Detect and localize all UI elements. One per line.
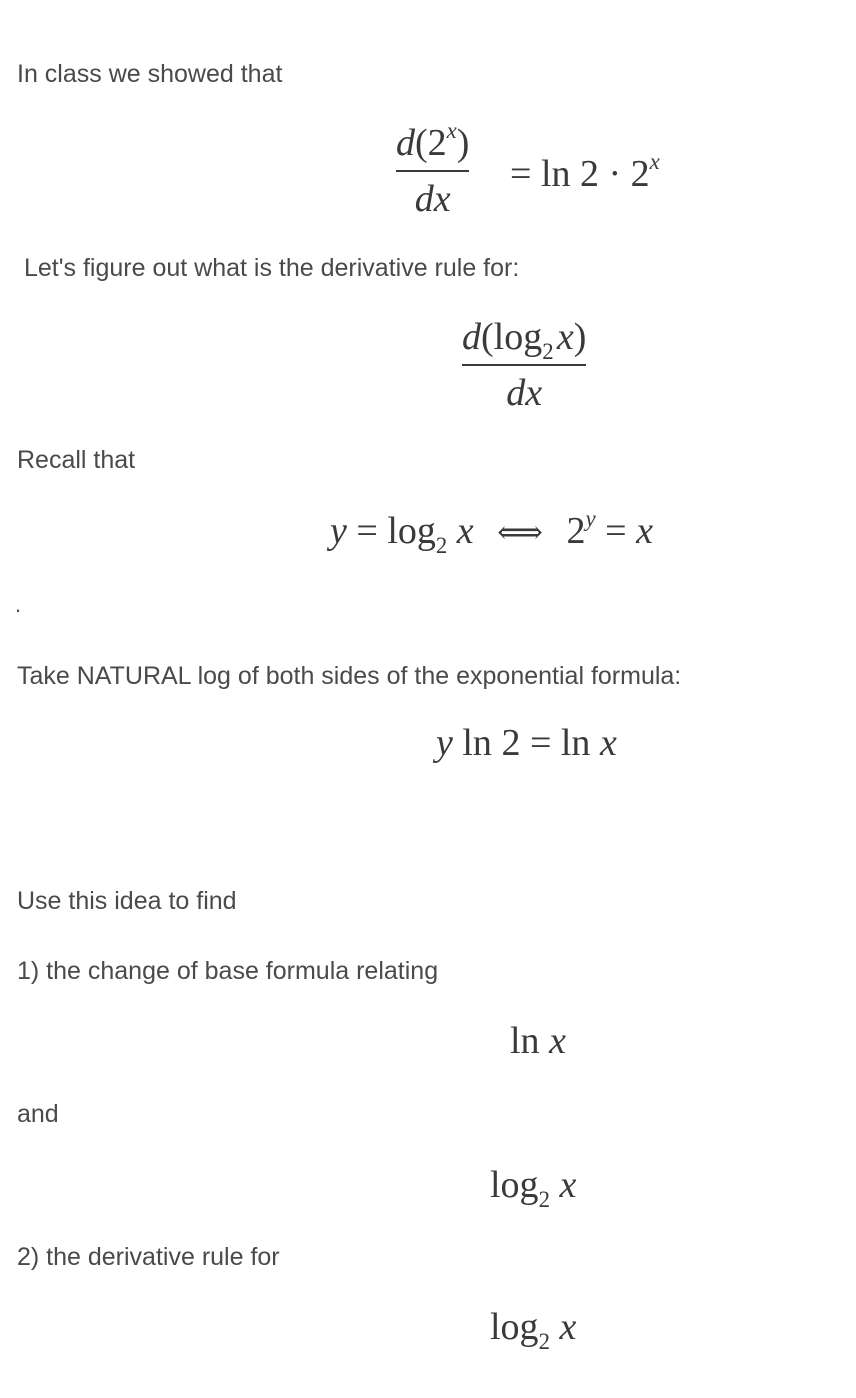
power-exponent: x: [649, 148, 660, 174]
variable-x-2: x: [636, 510, 653, 552]
log-base: 2: [542, 338, 554, 364]
use-idea-text: Use this idea to find: [17, 887, 237, 915]
variable-x: x: [456, 510, 474, 552]
and-text: and: [17, 1100, 59, 1128]
natural-log-equation: [436, 724, 617, 762]
log-base: 2: [538, 1328, 550, 1354]
ln-argument: 2: [580, 153, 599, 195]
ln-operator-2: ln: [560, 722, 591, 764]
ln-operator: ln: [540, 153, 571, 195]
variable-x: x: [559, 1164, 577, 1206]
numerator-open: (2: [415, 122, 447, 164]
log-operator: (log: [481, 316, 543, 358]
recall-text: Recall that: [17, 446, 136, 474]
variable-x: x: [559, 1306, 577, 1348]
fraction-denominator: dx: [506, 372, 543, 414]
derivative-of-log-fraction: [462, 318, 586, 412]
power-base: 2: [566, 510, 586, 552]
intro-text: In class we showed that: [17, 60, 283, 88]
derivative-rhs: [510, 148, 660, 195]
equals-sign-2: =: [605, 510, 627, 552]
variable-x: x: [599, 722, 617, 764]
ln-operator: ln: [510, 1020, 540, 1062]
numerator-close: ): [573, 316, 587, 358]
item-2-text: 2) the derivative rule for: [17, 1243, 280, 1271]
fraction-numerator: [462, 316, 587, 364]
equals-sign: =: [510, 153, 532, 195]
log2-x-expression: [490, 1164, 577, 1212]
differential-d: d: [396, 122, 415, 164]
variable-y: y: [436, 722, 453, 764]
stray-dot: .: [15, 592, 22, 617]
log-operator: log: [490, 1306, 539, 1348]
cdot-operator: ·: [608, 153, 622, 195]
ln-x-expression: [510, 1022, 566, 1060]
log2-x-expression-2: [490, 1306, 577, 1354]
natural-log-text: Take NATURAL log of both sides of the exponential formula:: [17, 662, 682, 690]
fraction-bar: [462, 364, 586, 366]
fraction-numerator: [396, 117, 470, 164]
iff-arrow-icon: ⟺: [497, 513, 544, 551]
item-1-text: 1) the change of base formula relating: [17, 957, 439, 985]
equals-sign: =: [356, 510, 378, 552]
ln-operator: ln: [462, 722, 492, 764]
power-exponent: y: [585, 505, 596, 531]
log-operator: log: [387, 510, 436, 552]
log-base: 2: [435, 532, 448, 558]
ln-argument-two: 2: [501, 722, 521, 764]
fraction-denominator: dx: [414, 178, 451, 220]
variable-y: y: [330, 510, 347, 552]
equals-sign: =: [529, 722, 552, 764]
log-argument: x: [556, 316, 574, 358]
figure-out-text: Let's figure out what is the derivative rule for:: [24, 254, 520, 282]
derivative-of-exponential-fraction: [396, 117, 470, 220]
log-operator: log: [490, 1164, 539, 1206]
fraction-bar: [396, 170, 469, 172]
variable-x: x: [549, 1020, 566, 1062]
log-base: 2: [538, 1186, 550, 1212]
differential-d: d: [462, 316, 481, 358]
numerator-close: ): [456, 122, 470, 164]
power-base: 2: [630, 153, 650, 195]
numerator-exponent: x: [446, 117, 457, 143]
log-exponential-equivalence: [330, 505, 653, 558]
